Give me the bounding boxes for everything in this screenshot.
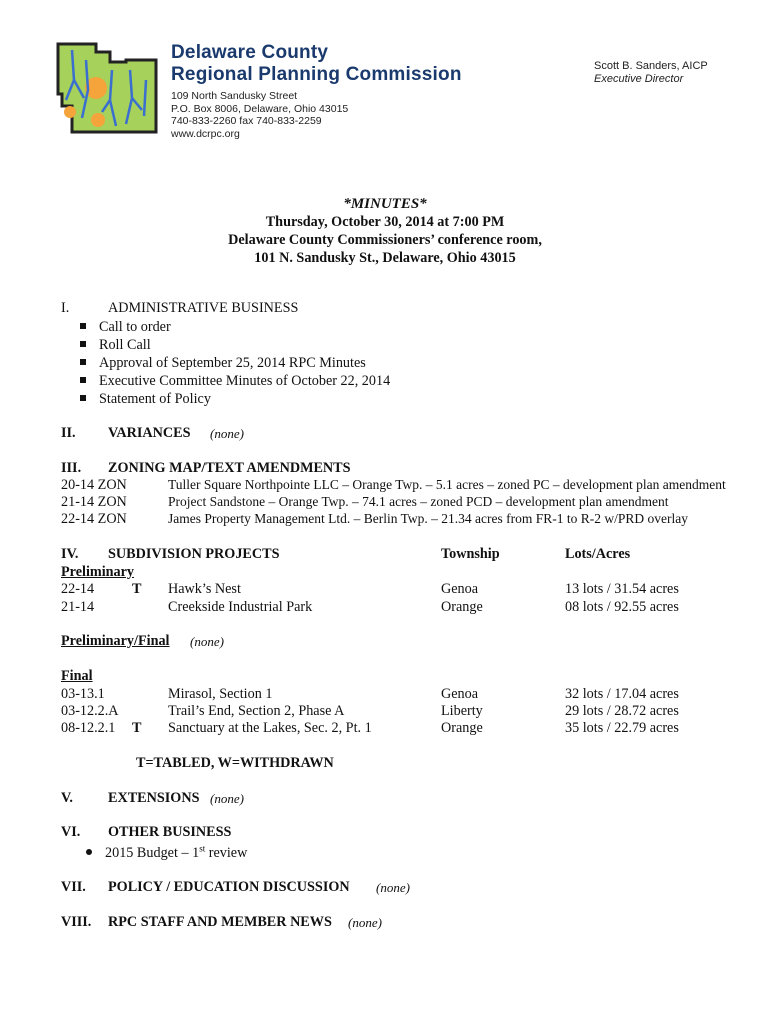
zoning-id: 20-14 ZON [61, 477, 127, 493]
project-name: Hawk’s Nest [168, 581, 241, 597]
section-6-number: VI. [61, 824, 81, 840]
bullet-square-icon [80, 377, 86, 383]
project-township: Orange [441, 599, 483, 615]
project-name: Trail’s End, Section 2, Phase A [168, 703, 345, 719]
section-2-note: (none) [210, 426, 244, 441]
project-flag: T [132, 581, 142, 597]
section-1-list [80, 318, 390, 408]
bullet-dot-icon [86, 849, 92, 855]
list-item: Executive Committee Minutes of October 22, 2014 [80, 372, 390, 390]
project-township: Orange [441, 720, 483, 736]
tabled-legend: T=TABLED, W=WITHDRAWN [136, 755, 334, 771]
address-block [171, 90, 348, 140]
section-7-title: POLICY / EDUCATION DISCUSSION [108, 879, 350, 895]
bullet-square-icon [80, 323, 86, 329]
bullet-square-icon [80, 359, 86, 365]
project-lots: 08 lots / 92.55 acres [565, 599, 679, 615]
section-3-number: III. [61, 460, 82, 476]
director-name: Scott B. Sanders, AICP [594, 60, 708, 72]
project-id: 08-12.2.1 [61, 720, 116, 736]
meeting-location-line2: 101 N. Sandusky St., Delaware, Ohio 43015 [254, 250, 516, 266]
section-5-number: V. [61, 790, 73, 806]
zoning-desc: Project Sandstone – Orange Twp. – 74.1 acres – zoned PCD – development plan amendment [168, 494, 669, 509]
address-line: P.O. Box 8006, Delaware, Ohio 43015 [171, 102, 349, 115]
page-title: *MINUTES* [343, 196, 427, 212]
project-township: Liberty [441, 703, 483, 719]
section-7-number: VII. [61, 879, 86, 895]
preliminary-final-note: (none) [190, 634, 224, 649]
address-line: 740-833-2260 fax 740-833-2259 [171, 115, 322, 127]
director-block [594, 60, 708, 85]
section-8-note: (none) [348, 915, 382, 930]
bullet-square-icon [80, 395, 86, 401]
section-1-title: ADMINISTRATIVE BUSINESS [108, 300, 299, 316]
zoning-desc: Tuller Square Northpointe LLC – Orange Twp. – 5.1 acres – zoned PC – development plan amendment [168, 477, 726, 492]
org-name-line2: Regional Planning Commission [171, 64, 462, 85]
list-item [86, 845, 247, 862]
column-header-township: Township [441, 546, 500, 562]
bullet-square-icon [80, 341, 86, 347]
project-township: Genoa [441, 686, 479, 702]
list-item: Roll Call [80, 336, 390, 354]
section-5-note: (none) [210, 791, 244, 806]
ordinal-suffix: st [199, 843, 206, 854]
section-5-title: EXTENSIONS [108, 790, 200, 806]
list-item: Approval of September 25, 2014 RPC Minutes [80, 354, 390, 372]
section-1-number: I. [61, 300, 70, 316]
section-4-number: IV. [61, 546, 79, 562]
director-title: Executive Director [594, 72, 684, 85]
section-2-number: II. [61, 425, 76, 441]
section-7-note: (none) [376, 880, 410, 895]
meeting-location-line1: Delaware County Commissioners’ conference room, [228, 232, 542, 248]
project-flag: T [132, 720, 142, 736]
project-lots: 32 lots / 17.04 acres [565, 686, 679, 702]
zoning-id: 22-14 ZON [61, 511, 127, 527]
project-id: 03-13.1 [61, 686, 105, 702]
budget-item-text: 2015 Budget – 1 [105, 845, 200, 861]
preliminary-final-label: Preliminary/Final [61, 633, 170, 649]
zoning-desc: James Property Management Ltd. – Berlin Twp. – 21.34 acres from FR-1 to R-2 w/PRD overlay [168, 511, 688, 526]
county-map-logo [52, 40, 164, 138]
project-township: Genoa [441, 581, 479, 597]
final-label: Final [61, 668, 93, 684]
project-name: Creekside Industrial Park [168, 599, 313, 615]
website: www.dcrpc.org [171, 127, 240, 140]
zoning-id: 21-14 ZON [61, 494, 127, 510]
project-lots: 35 lots / 22.79 acres [565, 720, 679, 736]
section-4-title: SUBDIVISION PROJECTS [108, 546, 280, 562]
project-lots: 29 lots / 28.72 acres [565, 703, 679, 719]
project-id: 22-14 [61, 581, 95, 597]
project-id: 03-12.2.A [61, 703, 119, 719]
budget-item-suffix: review [205, 845, 248, 861]
section-3-title: ZONING MAP/TEXT AMENDMENTS [108, 460, 351, 476]
column-header-lots: Lots/Acres [565, 546, 631, 562]
section-8-title: RPC STAFF AND MEMBER NEWS [108, 914, 332, 930]
list-item: Statement of Policy [80, 390, 390, 408]
project-lots: 13 lots / 31.54 acres [565, 581, 679, 597]
project-name: Sanctuary at the Lakes, Sec. 2, Pt. 1 [168, 720, 372, 736]
list-item: Call to order [80, 318, 390, 336]
address-line: 109 North Sandusky Street [171, 90, 298, 102]
org-name-line1: Delaware County [171, 42, 329, 63]
project-id: 21-14 [61, 599, 95, 615]
section-2-title: VARIANCES [108, 425, 191, 441]
project-name: Mirasol, Section 1 [168, 686, 273, 702]
section-6-title: OTHER BUSINESS [108, 824, 232, 840]
section-8-number: VIII. [61, 914, 92, 930]
preliminary-label: Preliminary [61, 564, 135, 580]
meeting-date: Thursday, October 30, 2014 at 7:00 PM [265, 214, 505, 230]
